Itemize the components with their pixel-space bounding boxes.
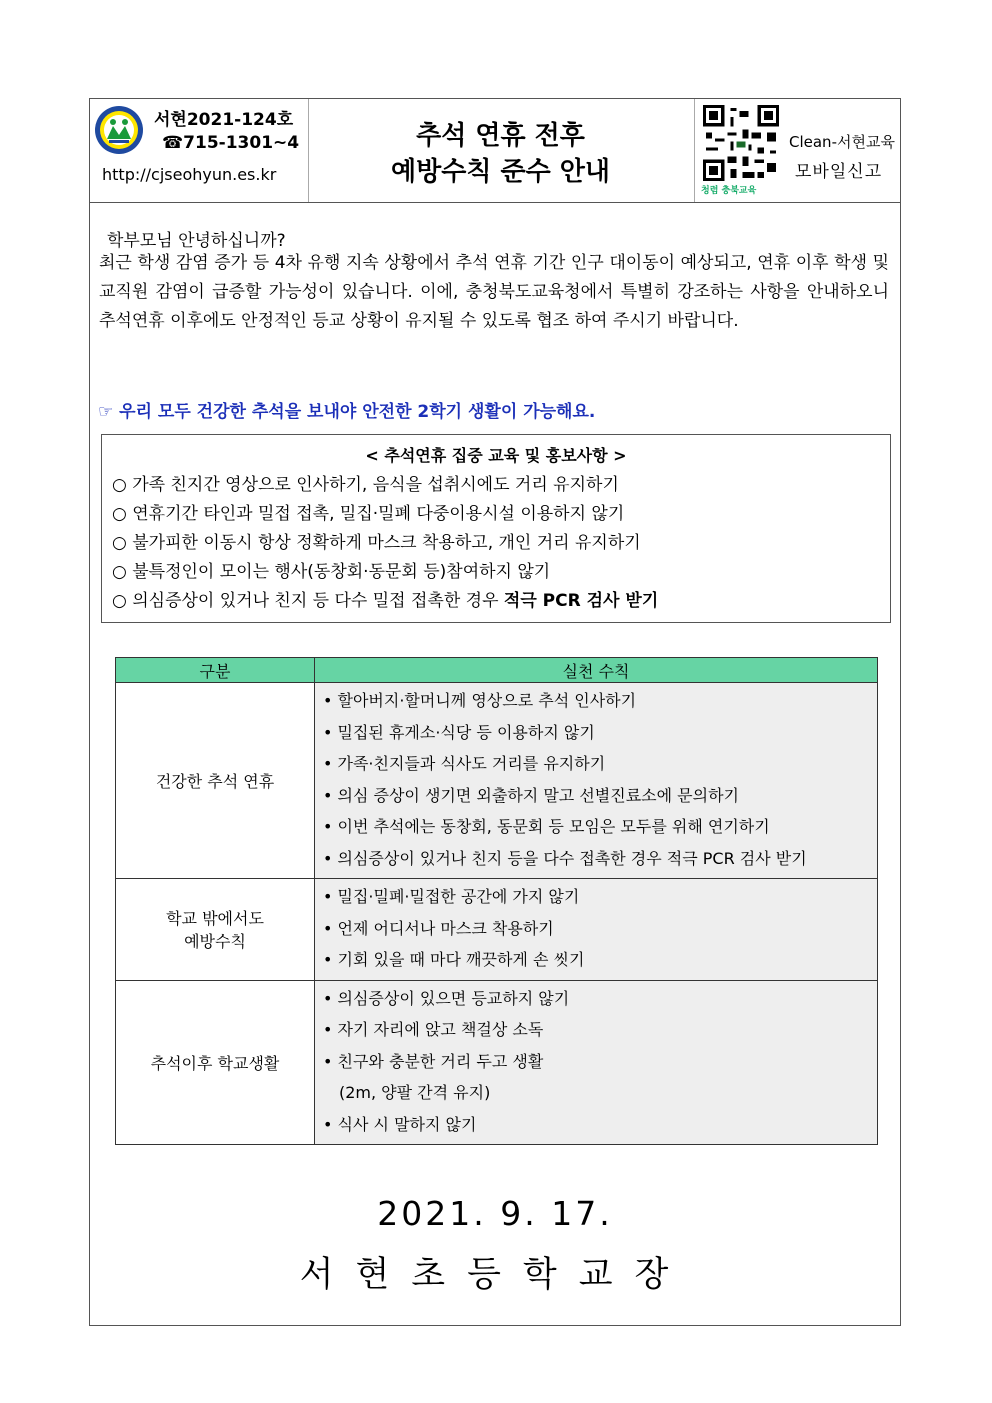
list-item: • 기회 있을 때 마다 깨끗하게 손 씻기 [323,950,585,969]
list-item: • 언제 어디서나 마스크 착용하기 [323,918,554,938]
title-line-1: 추석 연휴 전후 [416,121,585,151]
promotion-item: ○ 불특정인이 모이는 행사(동창회·동문회 등)참여하지 않기 [112,562,551,582]
document-date: 2021. 9. 17. [377,1194,613,1233]
row-items [315,683,878,879]
list-item: • 가족·친지들과 식사도 거리를 유지하기 [323,754,606,773]
header-category: 구분 [116,658,315,683]
header [90,99,900,203]
row-category-line: 학교 밖에서도 [166,909,264,929]
greeting: 학부모님 안녕하십니까? [107,231,286,251]
school-logo-icon [94,105,144,155]
promotion-item: ○ 불가피한 이동시 항상 정확하게 마스크 착용하고, 개인 거리 유지하기 [112,533,641,553]
clean-label: Clean-서현교육 [789,133,895,151]
title-line-2: 예방수칙 준수 안내 [390,157,611,187]
promotion-box [101,434,891,623]
row-category: 추석이후 학교생활 [116,980,315,1145]
header-rules: 실천 수칙 [315,658,878,683]
header-left [90,99,309,202]
list-item: • 친구와 충분한 거리 두고 생활 [323,1051,544,1071]
list-item: • 식사 시 말하지 않기 [323,1114,477,1134]
list-item: • 의심증상이 있거나 친지 등을 다수 접촉한 경우 적극 PCR 검사 받기 [323,848,807,868]
promotion-item: ○ 가족 친지간 영상으로 인사하기, 음식을 섭취시에도 거리 유지하기 [112,475,619,495]
list-item: • 자기 자리에 앉고 책걸상 소독 [323,1020,544,1039]
document-frame [89,98,901,1326]
phone-number: ☎715-1301~4 [162,133,300,153]
table-row [116,879,878,981]
table-header-row [116,658,878,683]
mobile-report-label: 모바일신고 [795,162,883,182]
promotion-item-bold: 적극 PCR 검사 받기 [503,591,659,611]
list-item: • 의심 증상이 생기면 외출하지 말고 선별진료소에 문의하기 [323,785,739,805]
list-item-continuation: (2m, 양팔 간격 유지) [339,1083,491,1102]
promotion-box-title: < 추석연휴 집중 교육 및 홍보사항 > [365,446,627,465]
row-category: 건강한 추석 연휴 [116,683,315,879]
row-category-line: 예방수칙 [184,932,246,952]
list-item: • 밀집된 휴게소·식당 등 이용하지 않기 [323,722,595,742]
qr-code-icon[interactable] [703,105,779,181]
list-item: • 할아버지·할머니께 영상으로 추석 인사하기 [323,691,637,710]
table-row [116,683,878,879]
practice-rules-table [115,657,878,1145]
school-principal: 서현초등학교장 [299,1255,691,1295]
header-right [694,99,900,202]
promotion-item: ○ 연휴기간 타인과 밀접 접촉, 밀집·밀폐 다중이용시설 이용하지 않기 [112,504,625,524]
list-item: • 의심증상이 있으면 등교하지 않기 [323,988,570,1008]
row-items [315,980,878,1145]
emphasis-line: ☞ 우리 모두 건강한 추석을 보내야 안전한 2학기 생활이 가능해요. [98,402,596,422]
school-url[interactable]: http://cjseohyun.es.kr [102,165,277,184]
table-row [116,980,878,1145]
intro-paragraph: 최근 학생 감염 증가 등 4차 유행 지속 상황에서 추석 연휴 기간 인구 대이동이 예상되고, 연휴 이후 학생 및 교직원 감염이 급증할 가능성이 있습니다. 이에, 충청북도교육청에서 특별히 강조하는 사항을 안내하오니 추석연휴 이후에도 안정적인 등교 상황이 유지될 수 있도록 협조 하여 주시기 바랍니다. [99,253,889,331]
row-items [315,879,878,981]
list-item: • 이번 추석에는 동창회, 동문회 등 모임은 모두를 위해 연기하기 [323,817,770,836]
row-category [116,879,315,981]
promotion-item-last [112,586,658,611]
document-number: 서현2021-124호 [154,110,294,130]
promotion-item-prefix: ○ 의심증상이 있거나 친지 등 다수 밀접 접촉한 경우 [112,591,504,611]
qr-caption: 청렴 충북교육 [701,186,757,196]
list-item: • 밀집·밀폐·밀접한 공간에 가지 않기 [323,887,580,906]
